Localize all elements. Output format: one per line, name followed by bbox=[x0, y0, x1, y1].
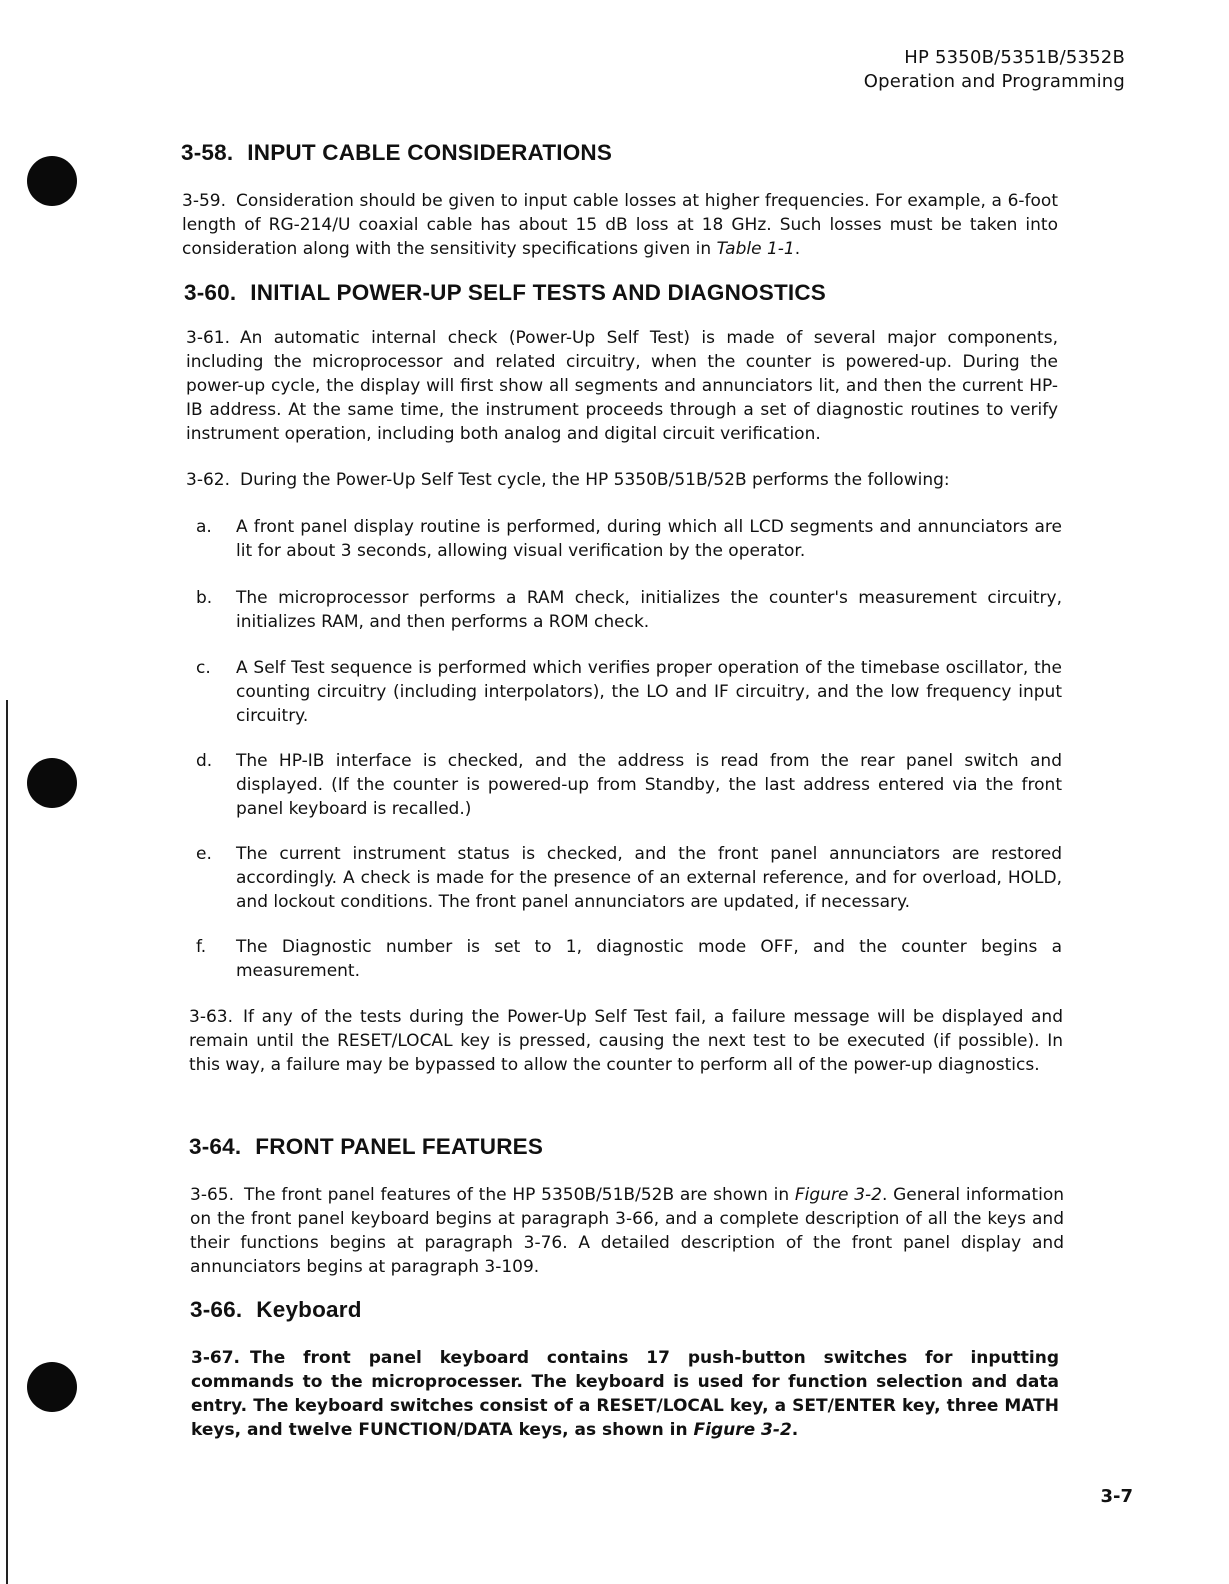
list-item-f: f. The Diagnostic number is set to 1, diagnostic mode OFF, and the counter begins a measurement. bbox=[196, 937, 1062, 981]
list-item-b: b. The microprocessor performs a RAM check, initializes the counter's measurement circuitry, initializes RAM, and then performs a ROM check. bbox=[196, 588, 1062, 632]
list-item-a: a. A front panel display routine is performed, during which all LCD segments and annunciators are lit for about 3 seconds, allowing visual verification by the operator. bbox=[196, 517, 1062, 561]
figure-reference: Figure 3-2 bbox=[693, 1420, 792, 1440]
punch-hole-middle bbox=[27, 758, 77, 808]
paragraph-3-62 bbox=[186, 468, 1058, 492]
list-item-c: c. A Self Test sequence is performed which verifies proper operation of the timebase oscillator, the counting circuitry (including interpolators), the LO and IF circuitry, and the low frequency input circuitry. bbox=[196, 658, 1062, 726]
paragraph-text: The front panel keyboard contains 17 push-button switches for inputting commands to the microprocesser. The keyboard is used for function selection and data entry. The keyboard switches consist of a RESET/LOCAL key, a SET/ENTER key, three MATH keys, and twelve FUNCTION/DATA keys, as shown in bbox=[191, 1348, 1059, 1440]
paragraph-text: An automatic internal check (Power-Up Self Test) is made of several major components, including the microprocessor and related circuitry, when the counter is powered-up. During the power-up cycle, the display will first show all segments and annunciators lit, and then the current HP-IB address. At the same time, the instrument proceeds through a set of diagnostic routines to verify instrument operation, including both analog and digital circuit verification. bbox=[186, 328, 1058, 444]
paragraph-number: 3-59. bbox=[182, 191, 226, 211]
paragraph-number: 3-67. bbox=[191, 1348, 240, 1368]
section-heading-3-60 bbox=[184, 280, 826, 306]
section-heading-3-64 bbox=[189, 1134, 543, 1160]
paragraph-text: If any of the tests during the Power-Up Self Test fail, a failure message will be displayed and remain until the RESET/LOCAL key is pressed, causing the next test to be executed (if possible). In this way, a failure may be bypassed to allow the counter to perform all of the power-up diagnostics. bbox=[189, 1007, 1063, 1075]
paragraph-number: 3-63. bbox=[189, 1007, 233, 1027]
paragraph-number: 3-62. bbox=[186, 470, 230, 490]
section-number: 3-64. bbox=[189, 1134, 242, 1159]
page-header bbox=[864, 46, 1125, 94]
figure-reference: Figure 3-2 bbox=[794, 1185, 882, 1205]
paragraph-3-59: 3-59. Consideration should be given to input cable losses at higher frequencies. For example, a 6-foot length of RG-214/U coaxial cable has about 15 dB loss at 18 GHz. Such losses must be taken into consideration along with the sensitivity specifications given in Table 1-1. bbox=[182, 191, 1058, 259]
punch-hole-top bbox=[27, 156, 77, 206]
paragraph-3-67: 3-67. The front panel keyboard contains 17 push-button switches for inputting commands to the microprocesser. The keyboard is used for function selection and data entry. The keyboard switches consist of a RESET/LOCAL key, a SET/ENTER key, three MATH keys, and twelve FUNCTION/DATA keys, as shown in Figure 3-2. bbox=[191, 1348, 1059, 1440]
paragraph-3-65: 3-65. The front panel features of the HP 5350B/51B/52B are shown in Figure 3-2. General information on the front panel keyboard begins at paragraph 3-66, and a complete description of all the keys and their functions begins at paragraph 3-76. A detailed description of the front panel display and annunciators begins at paragraph 3-109. bbox=[190, 1185, 1065, 1277]
paragraph-text: During the Power-Up Self Test cycle, the HP 5350B/51B/52B performs the following: bbox=[240, 470, 950, 490]
section-number: 3-66. bbox=[190, 1297, 243, 1322]
section-heading-3-66 bbox=[190, 1297, 362, 1323]
paragraph-number: 3-65. bbox=[190, 1185, 234, 1205]
paragraph-number: 3-61. bbox=[186, 328, 230, 348]
section-number: 3-60. bbox=[184, 280, 237, 305]
list-item-d: d. The HP-IB interface is checked, and the address is read from the rear panel switch and displayed. (If the counter is powered-up from Standby, the last address entered via the front panel keyboard is recalled.) bbox=[196, 751, 1062, 819]
header-model: HP 5350B/5351B/5352B bbox=[904, 47, 1125, 68]
page-number: 3-7 bbox=[1100, 1486, 1133, 1507]
section-title: INPUT CABLE CONSIDERATIONS bbox=[247, 140, 613, 165]
paragraph-3-61 bbox=[186, 326, 1058, 446]
section-title: FRONT PANEL FEATURES bbox=[255, 1134, 544, 1159]
section-title: INITIAL POWER-UP SELF TESTS AND DIAGNOSTICS bbox=[250, 280, 827, 305]
scan-edge-line bbox=[6, 700, 8, 1584]
header-section: Operation and Programming bbox=[863, 71, 1125, 92]
paragraph-3-63 bbox=[189, 1005, 1063, 1077]
paragraph-text: Consideration should be given to input cable losses at higher frequencies. For example, a 6-foot length of RG-214/U coaxial cable has about 15 dB loss at 18 GHz. Such losses must be taken into consideration along with the sensitivity specifications given in bbox=[182, 191, 1058, 259]
punch-hole-bottom bbox=[27, 1362, 77, 1412]
section-title: Keyboard bbox=[256, 1297, 362, 1322]
section-heading-3-58 bbox=[181, 140, 612, 166]
section-number: 3-58. bbox=[181, 140, 234, 165]
list-item-e: e. The current instrument status is checked, and the front panel annunciators are restored accordingly. A check is made for the presence of an external reference, and for overload, HOLD, and lockout conditions. The front panel annunciators are updated, if necessary. bbox=[196, 844, 1062, 912]
table-reference: Table 1-1 bbox=[716, 239, 795, 259]
